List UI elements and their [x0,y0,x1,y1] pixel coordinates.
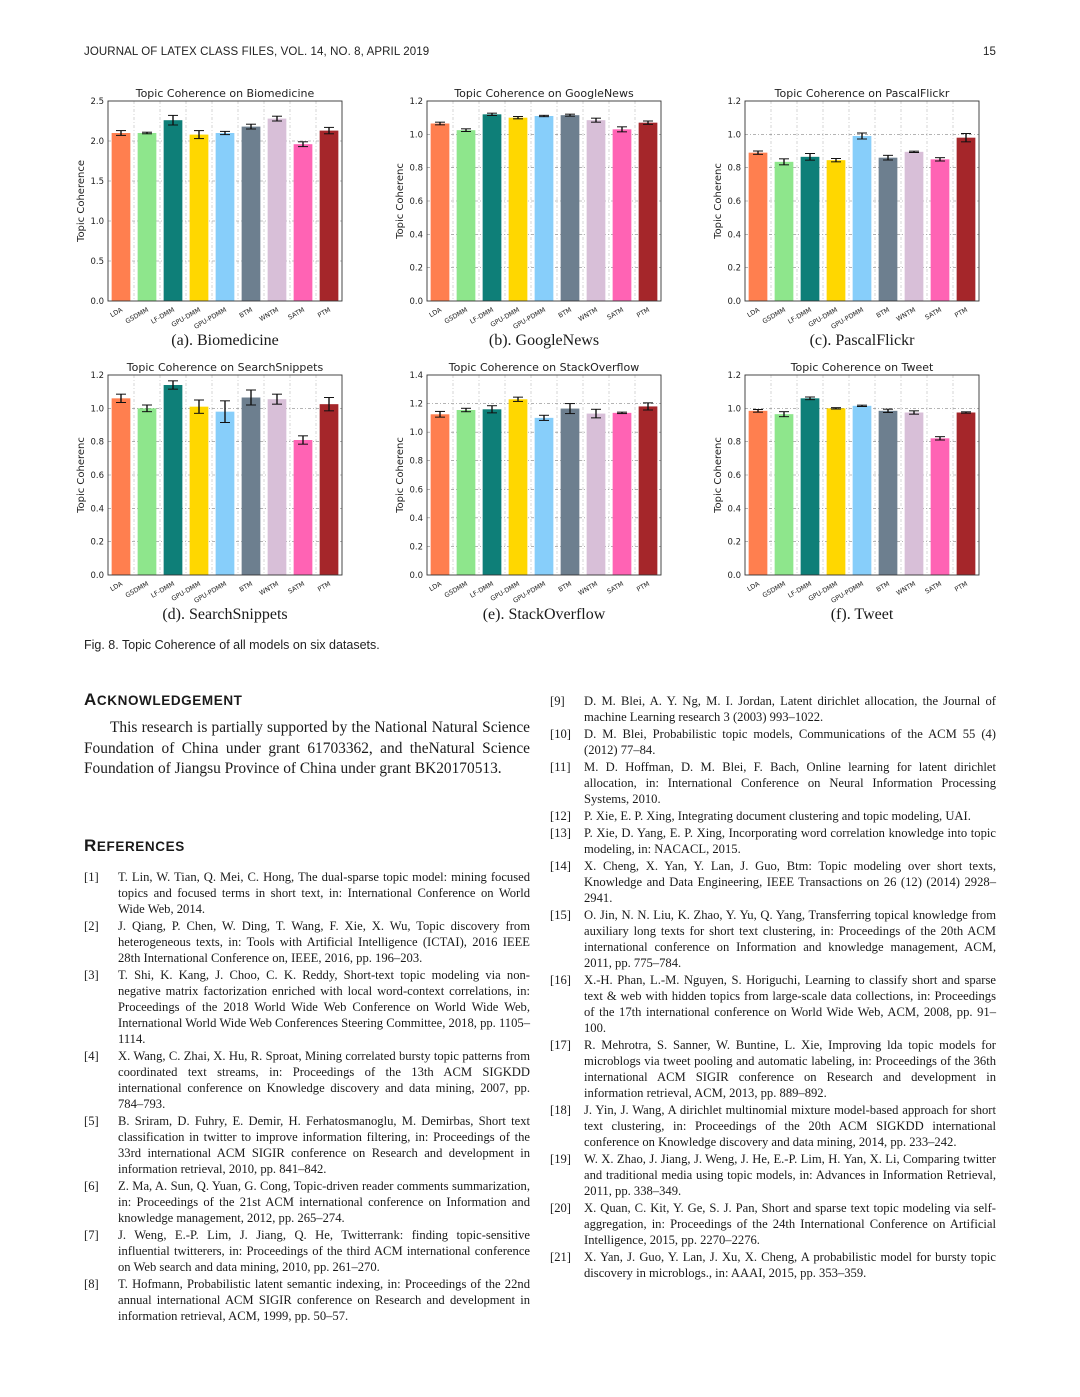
x-tick-label: LDA [108,579,124,594]
reference-number: [18] [550,1103,571,1117]
x-tick-label: GPU-DMM [489,579,521,603]
chart-caption: (a). Biomedicine [171,332,279,349]
reference-item [550,693,996,725]
x-tick-label: GSDMM [124,579,150,600]
bar [905,152,924,301]
reference-number: [21] [550,1250,571,1264]
reference-item [550,907,996,971]
reference-text: R. Mehrotra, S. Sanner, W. Buntine, L. Xie, Improving lda topic models for microblogs via tweet pooling and automatic labeling, in: Proceedings of the 36th international ACM SIGIR conference on Research and development in information retrieval, ACM, 2013, pp. 889–892. [584,1038,996,1100]
references-left-column [84,869,530,1325]
y-tick-label: 1.2 [727,97,741,107]
bar [853,136,872,301]
chart-title: Topic Coherence on GoogleNews [454,87,634,100]
reference-item [550,1102,996,1150]
figure-caption: Fig. 8. Topic Coherence of all models on six datasets. [84,638,380,652]
x-tick-label: LF-DMM [786,305,813,326]
reference-text: T. Hofmann, Probabilistic latent semantic indexing, in: Proceedings of the 22nd annual international ACM SIGIR conference on Research and development in information retrieval, ACM, 1999, pp. 50–57. [118,1277,530,1323]
journal-title: JOURNAL OF LATEX CLASS FILES, VOL. 14, NO. 8, APRIL 2019 [84,46,430,58]
y-tick-label: 0.0 [409,297,423,307]
x-tick-label: LF-DMM [786,579,813,600]
bar [242,127,261,301]
bar [164,120,183,301]
reference-number: [1] [84,870,99,884]
bar [112,133,131,301]
reference-text: P. Xie, D. Yang, E. P. Xing, Incorporating word correlation knowledge into topic modeling, in: NACACL, 2015. [584,826,996,856]
bar [801,157,820,301]
acknowledgement-text: This research is partially supported by the National Natural Science Foundation of China under grant 61703362, and theNatural Science Foundation of Jiangsu Province of China under grant BK20170513. [84,719,530,777]
chart-caption: (e). StackOverflow [482,606,606,623]
chart-tweet [707,360,1017,635]
x-tick-label: PTM [953,305,969,320]
x-tick-label: LDA [745,579,761,594]
reference-text: X. Cheng, X. Yan, Y. Lan, J. Guo, Btm: Topic modeling over short texts, Knowledge and Data Engineering, IEEE Transactions on 26 (12) (2014) 2928–2941. [584,859,996,905]
x-tick-label: SATM [923,305,943,322]
chart-title: Topic Coherence on Tweet [790,361,934,374]
reference-text: T. Lin, W. Tian, Q. Mei, C. Hong, The dual-sparse topic model: mining focused topics and focused terms in short text, in: International Conference on World Wide Web, 2014. [118,870,530,916]
x-tick-label: GPU-DMM [807,579,839,603]
x-tick-label: LDA [427,305,443,320]
bar [242,398,261,576]
bar [164,385,183,575]
x-tick-label: WNTM [894,579,917,598]
bar [827,408,846,575]
reference-item [84,869,530,917]
reference-text: J. Yin, J. Wang, A dirichlet multinomial mixture model-based approach for short text clustering, in: Proceedings of the 20th ACM SIGKDD international conference on Knowledge discovery and data mining, 2014, pp. 233–242. [584,1103,996,1149]
bar [749,153,768,301]
bar [801,398,820,575]
page-number: 15 [983,46,996,58]
x-tick-label: LF-DMM [149,305,176,326]
bar [294,144,313,301]
reference-item [84,967,530,1047]
y-tick-label: 1.0 [409,428,423,439]
reference-number: [12] [550,809,571,823]
y-tick-label: 1.2 [727,371,741,381]
y-tick-label: 1.0 [727,404,741,415]
chart-stackoverflow [389,360,699,635]
y-tick-label: 1.0 [727,130,741,141]
bar-chart-svg [70,360,380,610]
y-tick-label: 0.6 [90,471,104,481]
bar [431,414,450,575]
reference-number: [13] [550,826,571,840]
x-tick-label: GPU-PDMM [829,305,865,331]
x-tick-label: SATM [605,579,625,596]
chart-title: Topic Coherence on StackOverflow [448,361,640,374]
reference-item [84,1048,530,1112]
bar-chart-svg [707,360,1017,610]
bar [268,119,287,301]
y-tick-label: 0.4 [409,513,423,524]
chart-caption: (d). SearchSnippets [162,606,288,623]
bar [775,162,794,301]
bar [613,413,632,575]
y-tick-label: 0.0 [409,571,423,581]
bar [535,116,554,301]
reference-number: [15] [550,908,571,922]
y-tick-label: 1.5 [90,177,104,187]
x-tick-label: PTM [953,579,969,594]
chart-caption: (b). GoogleNews [488,332,600,349]
reference-number: [7] [84,1228,99,1242]
reference-number: [8] [84,1277,99,1291]
bar [957,138,976,301]
bar [613,129,632,301]
y-tick-label: 1.2 [409,399,423,410]
y-axis-label: Topic Coherenc [76,437,87,513]
bar [561,409,580,575]
bar [457,410,476,575]
bar [138,408,157,575]
chart-pascalflickr [707,86,1017,361]
bar [138,133,157,301]
x-tick-label: GSDMM [124,305,150,326]
bar [535,418,554,575]
reference-text: X. Quan, C. Kit, Y. Ge, S. J. Pan, Short and sparse text topic modeling via self-aggregation, in: Proceedings of the 24th International Conference on Artificial Intelligence, 2015, pp. 2270–2276. [584,1201,996,1247]
chart-title: Topic Coherence on Biomedicine [135,87,315,100]
y-tick-label: 0.0 [90,297,104,307]
y-tick-label: 0.8 [409,456,423,467]
bar [509,118,528,301]
bar-chart-svg [707,86,1017,336]
x-tick-label: GPU-DMM [170,305,202,329]
y-tick-label: 0.4 [90,504,104,515]
x-tick-label: LDA [108,305,124,320]
reference-item [550,1037,996,1101]
reference-item [550,858,996,906]
y-tick-label: 2.5 [90,97,104,107]
y-tick-label: 0.6 [409,485,423,496]
y-tick-label: 0.8 [727,437,741,448]
bar [561,115,580,301]
y-axis-label: Topic Coherenc [713,437,724,513]
x-tick-label: GSDMM [761,579,787,600]
references-heading: REFERENCES [84,836,185,855]
y-tick-label: 0.2 [727,537,741,548]
reference-number: [4] [84,1049,99,1063]
y-tick-label: 1.0 [409,130,423,141]
x-tick-label: GPU-PDMM [829,579,865,605]
chart-title: Topic Coherence on PascalFlickr [774,87,950,100]
bar [294,440,313,575]
y-tick-label: 0.4 [727,504,741,515]
bar [431,124,450,302]
running-header [84,46,996,64]
reference-item [550,759,996,807]
bar [320,404,339,575]
x-tick-label: BTM [237,579,254,594]
bar [190,135,209,301]
reference-item [550,1249,996,1281]
bar [827,160,846,301]
y-tick-label: 0.2 [90,537,104,548]
x-tick-label: GSDMM [443,305,469,326]
reference-number: [19] [550,1152,571,1166]
x-tick-label: SATM [286,305,306,322]
y-tick-label: 2.0 [90,137,104,147]
y-tick-label: 0.6 [727,197,741,207]
reference-item [84,918,530,966]
y-axis-label: Topic Coherence [76,160,87,242]
y-axis-label: Topic Coherenc [395,163,406,239]
reference-number: [3] [84,968,99,982]
y-tick-label: 1.0 [90,217,104,227]
reference-text: M. D. Hoffman, D. M. Blei, F. Bach, Online learning for latent dirichlet allocation, in: International Conference on Neural Information Processing Systems, 2010. [584,760,996,806]
x-tick-label: WNTM [257,579,280,598]
reference-item [84,1227,530,1275]
x-tick-label: GPU-DMM [489,305,521,329]
reference-item [550,808,996,824]
reference-item [84,1113,530,1177]
y-tick-label: 0.0 [90,571,104,581]
y-tick-label: 0.6 [409,197,423,207]
y-tick-label: 0.6 [727,471,741,481]
reference-item [550,726,996,758]
reference-number: [5] [84,1114,99,1128]
bar [457,130,476,301]
reference-text: X. Wang, C. Zhai, X. Hu, R. Sproat, Mining correlated bursty topic patterns from coordinated text streams, in: Proceedings of the 13th ACM SIGKDD international conference on Knowledge discovery and data mining, 2007, pp. 784–793. [118,1049,530,1111]
bar [957,413,976,576]
bar [320,131,339,301]
chart-title: Topic Coherence on SearchSnippets [126,361,324,374]
x-tick-label: BTM [874,579,891,594]
reference-item [550,1151,996,1199]
reference-text: J. Weng, E.-P. Lim, J. Jiang, Q. He, Twitterrank: finding topic-sensitive influential twitterers, in: Proceedings of the third ACM international conference on Web search and data mining, 2010, pp. 261–270. [118,1228,530,1274]
references-right-column [550,693,996,1282]
chart-biomedicine [70,86,380,361]
bar [587,120,606,301]
reference-text: B. Sriram, D. Fuhry, E. Demir, H. Ferhatosmanoglu, M. Demirbas, Short text classification in twitter to improve information filtering, in: Proceedings of the 33rd international ACM SIGIR conference on Research and development in information retrieval, 2010, pp. 841–842. [118,1114,530,1176]
y-tick-label: 0.2 [409,542,423,553]
y-tick-label: 0.0 [727,297,741,307]
reference-number: [17] [550,1038,571,1052]
y-tick-label: 0.0 [727,571,741,581]
x-tick-label: PTM [316,579,332,594]
bar-chart-svg [389,86,699,336]
x-tick-label: GPU-PDMM [192,579,228,605]
y-tick-label: 0.8 [409,163,423,174]
chart-caption: (c). PascalFlickr [809,332,915,349]
reference-number: [2] [84,919,99,933]
x-tick-label: WNTM [576,305,599,324]
bar [775,414,794,575]
bar [483,114,502,301]
reference-number: [11] [550,760,571,774]
y-tick-label: 0.2 [409,263,423,274]
reference-number: [6] [84,1179,99,1193]
chart-googlenews [389,86,699,361]
reference-text: X.-H. Phan, L.-M. Nguyen, S. Horiguchi, Learning to classify short and sparse text & web with hidden topics from large-scale data collections, in: Proceedings of the 17th international conference on World Wide Web, ACM, 2008, pp. 91–100. [584,973,996,1035]
x-tick-label: GPU-PDMM [511,579,547,605]
y-tick-label: 1.0 [90,404,104,415]
bar [216,133,235,301]
x-tick-label: PTM [635,305,651,320]
reference-text: Z. Ma, A. Sun, Q. Yuan, G. Cong, Topic-driven reader comments summarization, in: Proceedings of the 21st ACM international conference on Information and knowledge management, 2012, pp. 265–274. [118,1179,530,1225]
reference-number: [10] [550,727,571,741]
x-tick-label: PTM [635,579,651,594]
x-tick-label: LDA [745,305,761,320]
bar [853,406,872,575]
reference-text: D. M. Blei, A. Y. Ng, M. I. Jordan, Latent dirichlet allocation, the Journal of machine Learning research 3 (2003) 993–1022. [584,694,996,724]
reference-text: T. Shi, K. Kang, J. Choo, C. K. Reddy, Short-text topic modeling via non-negative matrix factorization enriched with local word-context correlations, in: Proceedings of the 2018 World Wide Web Conference on World Wide Web, International World Wide Web Conferences Steering Committee, 2018, pp. 1105–1114. [118,968,530,1046]
x-tick-label: SATM [605,305,625,322]
x-tick-label: GSDMM [761,305,787,326]
bar-chart-svg [70,86,380,336]
y-axis-label: Topic Coherenc [395,437,406,513]
reference-text: O. Jin, N. N. Liu, K. Zhao, Y. Yu, Q. Yang, Transferring topical knowledge from auxiliary long texts for short text clustering, in: Proceedings of the 20th ACM international conference on Information and knowledge management, ACM, 2011, pp. 775–784. [584,908,996,970]
bar [639,123,658,301]
x-tick-label: WNTM [257,305,280,324]
x-tick-label: BTM [556,305,573,320]
x-tick-label: BTM [874,305,891,320]
bar [639,406,658,575]
y-tick-label: 0.4 [409,230,423,241]
y-tick-label: 1.4 [409,371,423,381]
x-tick-label: WNTM [894,305,917,324]
reference-item [84,1178,530,1226]
chart-searchsnippets [70,360,380,635]
y-tick-label: 1.2 [409,97,423,107]
bar [879,411,898,575]
x-tick-label: GPU-PDMM [192,305,228,331]
bar [509,399,528,575]
reference-text: W. X. Zhao, J. Jiang, J. Weng, J. He, E.-P. Lim, H. Yan, X. Li, Comparing twitter and traditional media using topic models, in: Advances in Information Retrieval, 2011, pp. 338–349. [584,1152,996,1198]
bar [190,407,209,575]
x-tick-label: SATM [923,579,943,596]
x-tick-label: LDA [427,579,443,594]
reference-number: [16] [550,973,571,987]
y-tick-label: 1.2 [90,371,104,381]
reference-text: P. Xie, E. P. Xing, Integrating document clustering and topic modeling, UAI. [584,809,971,823]
x-tick-label: PTM [316,305,332,320]
reference-item [550,972,996,1036]
reference-text: J. Qiang, P. Chen, W. Ding, T. Wang, F. Xie, X. Wu, Topic discovery from heterogeneous texts, in: Tools with Artificial Intelligence (ICTAI), 2016 IEEE 28th International Conference on, IEEE, 2016, pp. 196–203. [118,919,530,965]
reference-item [550,825,996,857]
x-tick-label: GSDMM [443,579,469,600]
x-tick-label: WNTM [576,579,599,598]
y-tick-label: 0.8 [727,163,741,174]
reference-text: D. M. Blei, Probabilistic topic models, Communications of the ACM 55 (4) (2012) 77–84. [584,727,996,757]
y-tick-label: 0.2 [727,263,741,274]
x-tick-label: GPU-DMM [170,579,202,603]
x-tick-label: BTM [556,579,573,594]
bar [749,411,768,575]
x-tick-label: LF-DMM [468,579,495,600]
y-tick-label: 0.4 [727,230,741,241]
x-tick-label: GPU-PDMM [511,305,547,331]
bar [879,158,898,301]
y-tick-label: 0.8 [90,437,104,448]
bar [931,159,950,301]
bar-chart-svg [389,360,699,610]
reference-item [84,1276,530,1324]
bar [112,398,131,575]
x-tick-label: GPU-DMM [807,305,839,329]
reference-number: [14] [550,859,571,873]
reference-text: X. Yan, J. Guo, Y. Lan, J. Xu, X. Cheng, A probabilistic model for bursty topic discovery in microblogs., in: AAAI, 2015, pp. 353–359. [584,1250,996,1280]
acknowledgement-heading: ACKNOWLEDGEMENT [84,690,243,709]
bar [483,409,502,575]
x-tick-label: SATM [286,579,306,596]
y-axis-label: Topic Coherenc [713,163,724,239]
reference-number: [9] [550,694,565,708]
x-tick-label: LF-DMM [149,579,176,600]
y-tick-label: 0.5 [90,257,104,267]
x-tick-label: BTM [237,305,254,320]
reference-number: [20] [550,1201,571,1215]
chart-caption: (f). Tweet [830,606,894,623]
bar [216,412,235,575]
x-tick-label: LF-DMM [468,305,495,326]
bar [931,438,950,575]
bar [268,399,287,575]
bar [587,414,606,575]
bar [905,413,924,576]
reference-item [550,1200,996,1248]
